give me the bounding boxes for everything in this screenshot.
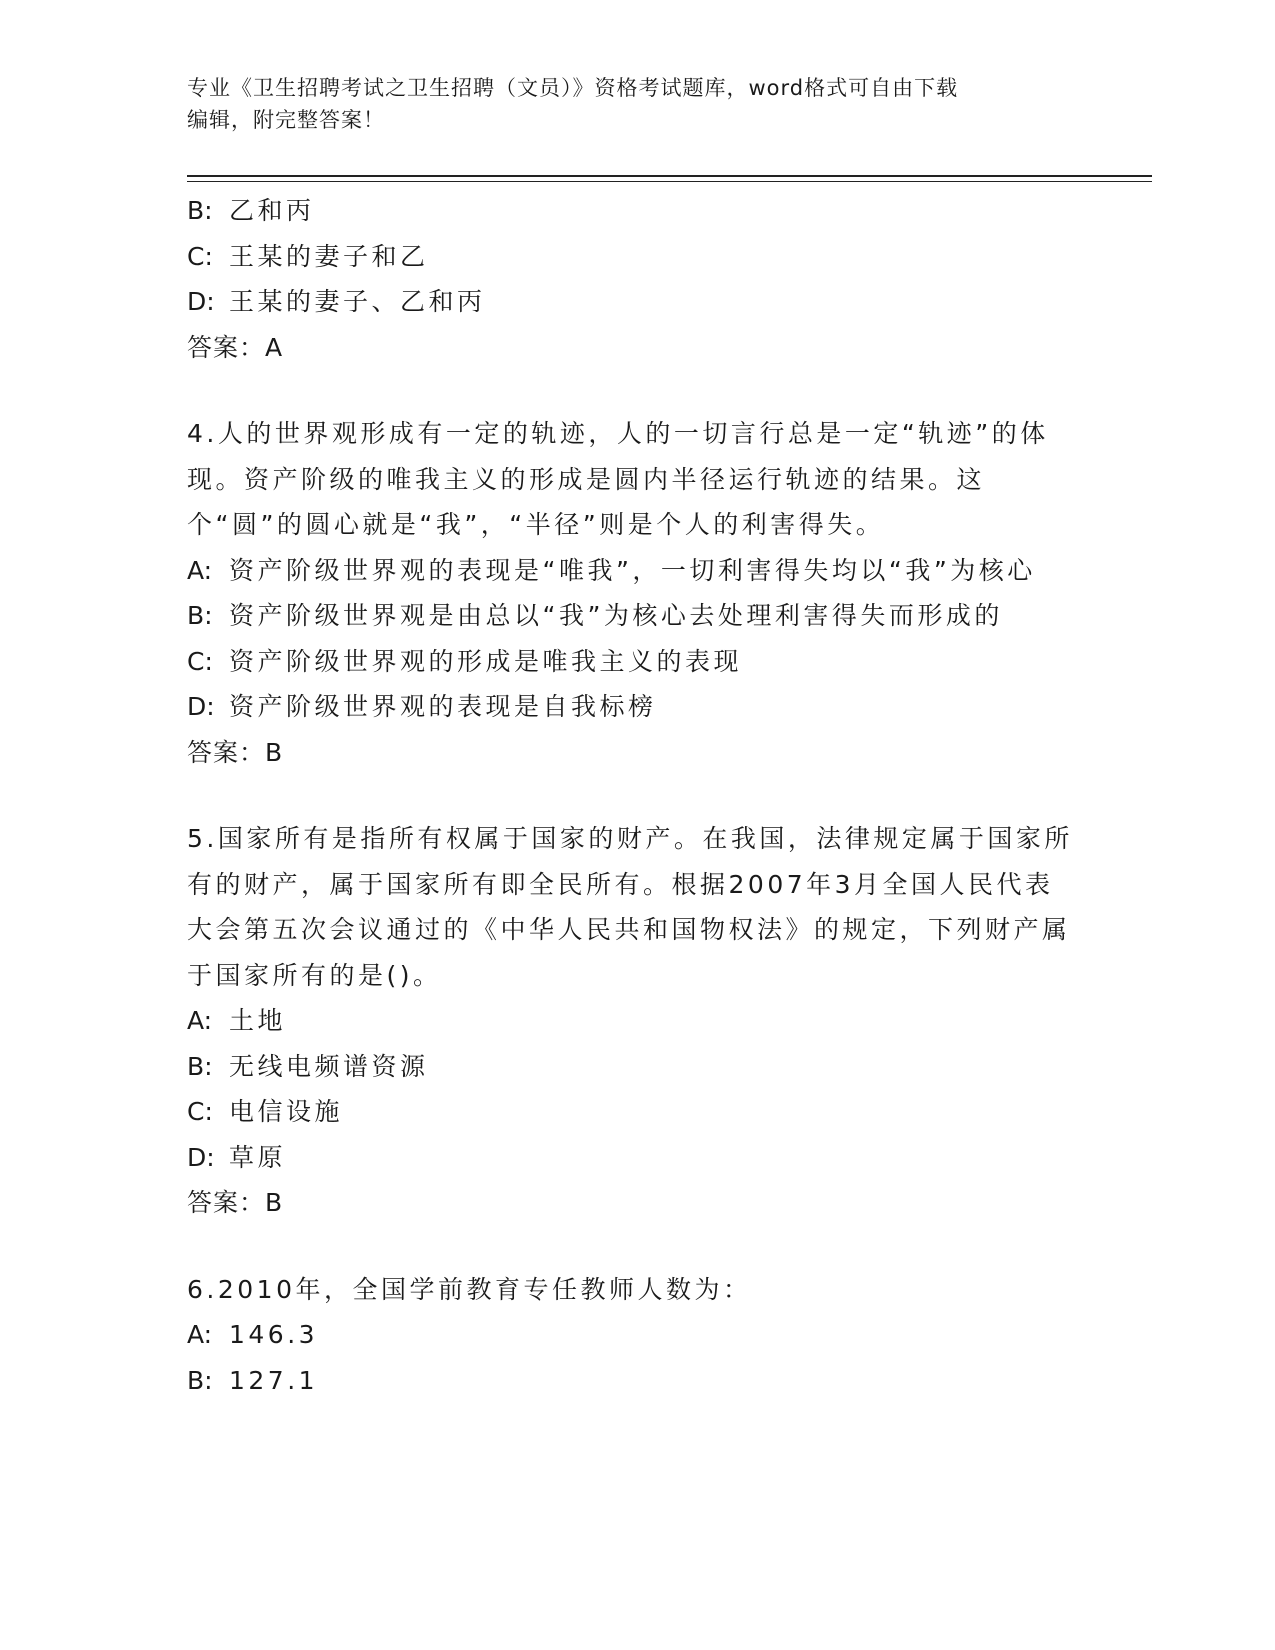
option-a: [187, 1312, 1067, 1358]
option-text: 146.3: [229, 1320, 319, 1349]
option-label: A:: [187, 1006, 213, 1035]
option-text: 资产阶级世界观的表现是自我标榜: [229, 692, 657, 721]
answer: 答案：B: [187, 737, 284, 767]
option-b: [187, 1044, 1067, 1090]
question-5: [187, 816, 1077, 1226]
option-label: C:: [187, 241, 213, 271]
option-text: 资产阶级世界观的表现是“唯我”，一切利害得失均以“我”为核心: [229, 555, 1036, 585]
option-text: 资产阶级世界观的形成是唯我主义的表现: [229, 646, 743, 676]
option-label: C:: [187, 1097, 213, 1126]
question-stem: 4.人的世界观形成有一定的轨迹，人的一切言行总是一定“轨迹”的体现。资产阶级的唯我主义的形成是圆内半径运行轨迹的结果。这个“圆”的圆心就是“我”，“半径”则是个人的利害得失。: [187, 419, 1049, 539]
option-c: [187, 234, 1067, 280]
option-label: A:: [187, 1320, 213, 1349]
question-list: [187, 188, 1077, 1403]
option-text: 127.1: [229, 1365, 319, 1395]
option-b: [187, 593, 1067, 639]
question-4: [187, 411, 1077, 775]
option-text: 资产阶级世界观是由总以“我”为核心去处理利害得失而形成的: [229, 601, 1003, 630]
option-label: B:: [187, 1051, 213, 1081]
option-label: D:: [187, 692, 215, 721]
document-header: [187, 72, 1067, 136]
answer: 答案：B: [187, 1188, 284, 1217]
option-text: 土地: [229, 1006, 287, 1035]
question-3: [187, 188, 1077, 370]
option-label: D:: [187, 287, 215, 316]
header-rule-thick: [187, 175, 1152, 177]
answer: 答案：A: [187, 332, 284, 362]
option-a: [187, 998, 1067, 1044]
header-rule-thin: [187, 181, 1152, 182]
option-a: [187, 548, 1067, 594]
question-stem: 5.国家所有是指所有权属于国家的财产。在我国，法律规定属于国家所有的财产，属于国家所有即全民所有。根据2007年3月全国人民代表大会第五次会议通过的《中华人民共和国物权法》的规定，下列财产属于国家所有的是()。: [187, 824, 1073, 990]
header-line-1: 专业《卫生招聘考试之卫生招聘（文员）》资格考试题库，word格式可自由下载: [187, 76, 959, 100]
option-c: [187, 1089, 1067, 1135]
question-6: [187, 1267, 1077, 1404]
question-stem: 6.2010年，全国学前教育专任教师人数为：: [187, 1274, 752, 1304]
option-text: 乙和丙: [229, 196, 315, 225]
option-d: [187, 279, 1067, 325]
option-text: 无线电频谱资源: [229, 1051, 429, 1081]
option-d: [187, 684, 1067, 730]
option-c: [187, 639, 1067, 685]
option-label: B:: [187, 601, 213, 630]
option-b: [187, 188, 1067, 234]
option-text: 王某的妻子和乙: [229, 241, 429, 271]
header-line-2: 编辑，附完整答案！: [187, 108, 385, 132]
option-label: D:: [187, 1142, 215, 1172]
option-label: C:: [187, 646, 213, 676]
option-text: 电信设施: [229, 1097, 344, 1126]
option-label: B:: [187, 196, 213, 225]
option-label: B:: [187, 1365, 213, 1395]
option-text: 王某的妻子、乙和丙: [229, 287, 486, 316]
option-label: A:: [187, 555, 213, 585]
option-text: 草原: [229, 1142, 287, 1172]
option-d: [187, 1135, 1067, 1181]
option-b: [187, 1358, 1067, 1404]
